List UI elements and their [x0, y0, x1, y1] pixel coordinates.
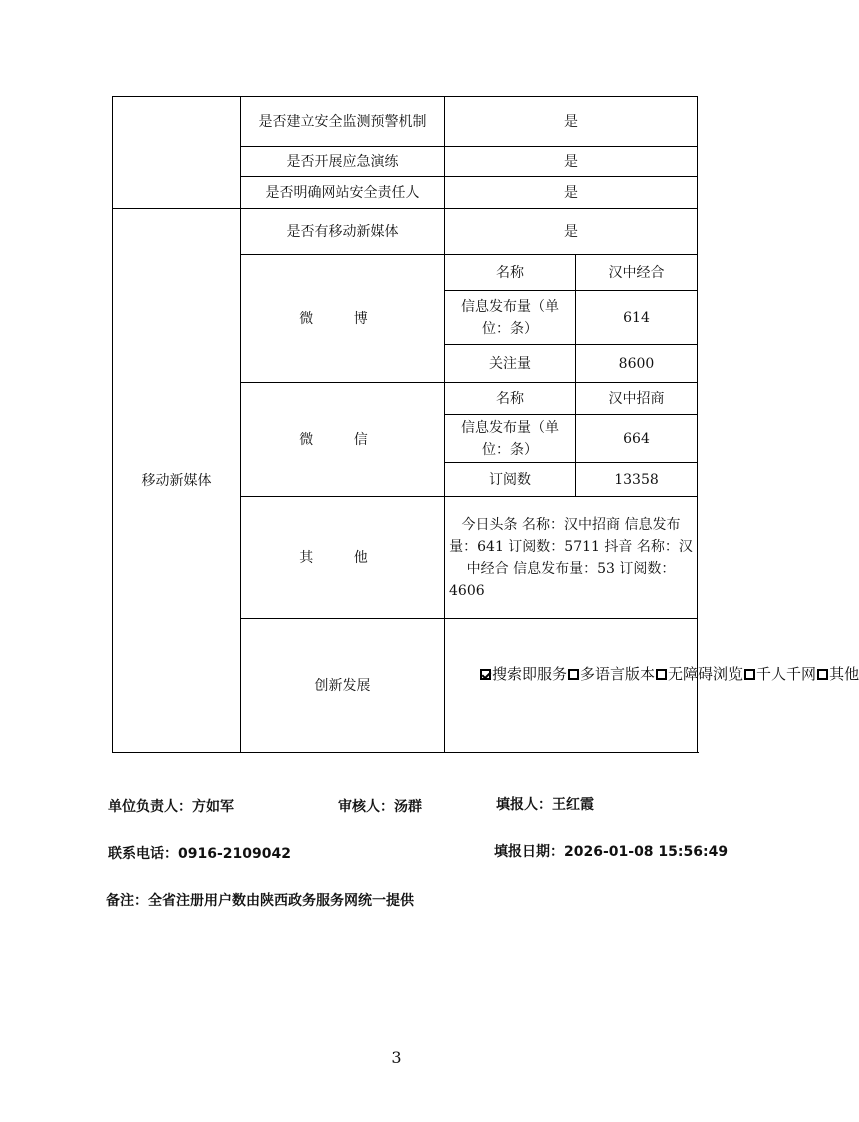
option-multilang: 多语言版本 [580, 665, 656, 683]
innovation-options [445, 619, 859, 753]
drill-label: 是否开展应急演练 [241, 147, 445, 177]
weixin-name-label: 名称 [445, 383, 576, 415]
weibo-follow-value: 8600 [576, 345, 698, 383]
filler: 填报人：王红霞 [496, 797, 594, 813]
option-personalized: 千人千网 [756, 665, 817, 683]
weibo-posts-label: 信息发布量（单位：条） [445, 291, 576, 345]
contact-phone: 联系电话：0916-2109042 [108, 846, 291, 862]
innovation-option-list [449, 663, 859, 685]
checkbox-other[interactable] [817, 669, 828, 680]
unit-head: 单位负责人：方如军 [108, 799, 234, 815]
fill-date: 填报日期：2026-01-08 15:56:49 [494, 844, 729, 860]
weixin-subs-value: 13358 [576, 463, 698, 497]
weixin-posts-label: 信息发布量（单位：条） [445, 415, 576, 463]
other-text: 今日头条 名称：汉中招商 信息发布量：641 订阅数：5711 抖音 名称：汉中经合 信息发布量：53 订阅数：4606 [445, 497, 698, 619]
security-section-cell [113, 97, 241, 209]
weibo-label: 微 博 [241, 255, 445, 383]
option-other: 其他 [829, 665, 859, 683]
responsible-value: 是 [445, 177, 698, 209]
option-search-service: 搜索即服务 [492, 665, 568, 683]
weibo-follow-label: 关注量 [445, 345, 576, 383]
weibo-posts-value: 614 [576, 291, 698, 345]
drill-value: 是 [445, 147, 698, 177]
monitor-label: 是否建立安全监测预警机制 [241, 97, 445, 147]
has-mobile-label: 是否有移动新媒体 [241, 209, 445, 255]
checkbox-search-service[interactable] [480, 669, 491, 680]
checkbox-personalized[interactable] [744, 669, 755, 680]
option-accessibility: 无障碍浏览 [668, 665, 744, 683]
weixin-subs-label: 订阅数 [445, 463, 576, 497]
checkbox-multilang[interactable] [568, 669, 579, 680]
mobile-section-label: 移动新媒体 [113, 209, 241, 753]
weixin-posts-value: 664 [576, 415, 698, 463]
weibo-name-value: 汉中经合 [576, 255, 698, 291]
innovation-label: 创新发展 [241, 619, 445, 753]
weibo-name-label: 名称 [445, 255, 576, 291]
monitor-value: 是 [445, 97, 698, 147]
report-table [112, 96, 859, 753]
responsible-label: 是否明确网站安全责任人 [241, 177, 445, 209]
other-label: 其 他 [241, 497, 445, 619]
reviewer: 审核人：汤群 [338, 799, 422, 815]
checkbox-accessibility[interactable] [656, 669, 667, 680]
weixin-name-value: 汉中招商 [576, 383, 698, 415]
footnote: 备注：全省注册用户数由陕西政务服务网统一提供 [106, 893, 414, 909]
weixin-label: 微 信 [241, 383, 445, 497]
has-mobile-value: 是 [445, 209, 698, 255]
page-number: 3 [391, 1048, 402, 1067]
